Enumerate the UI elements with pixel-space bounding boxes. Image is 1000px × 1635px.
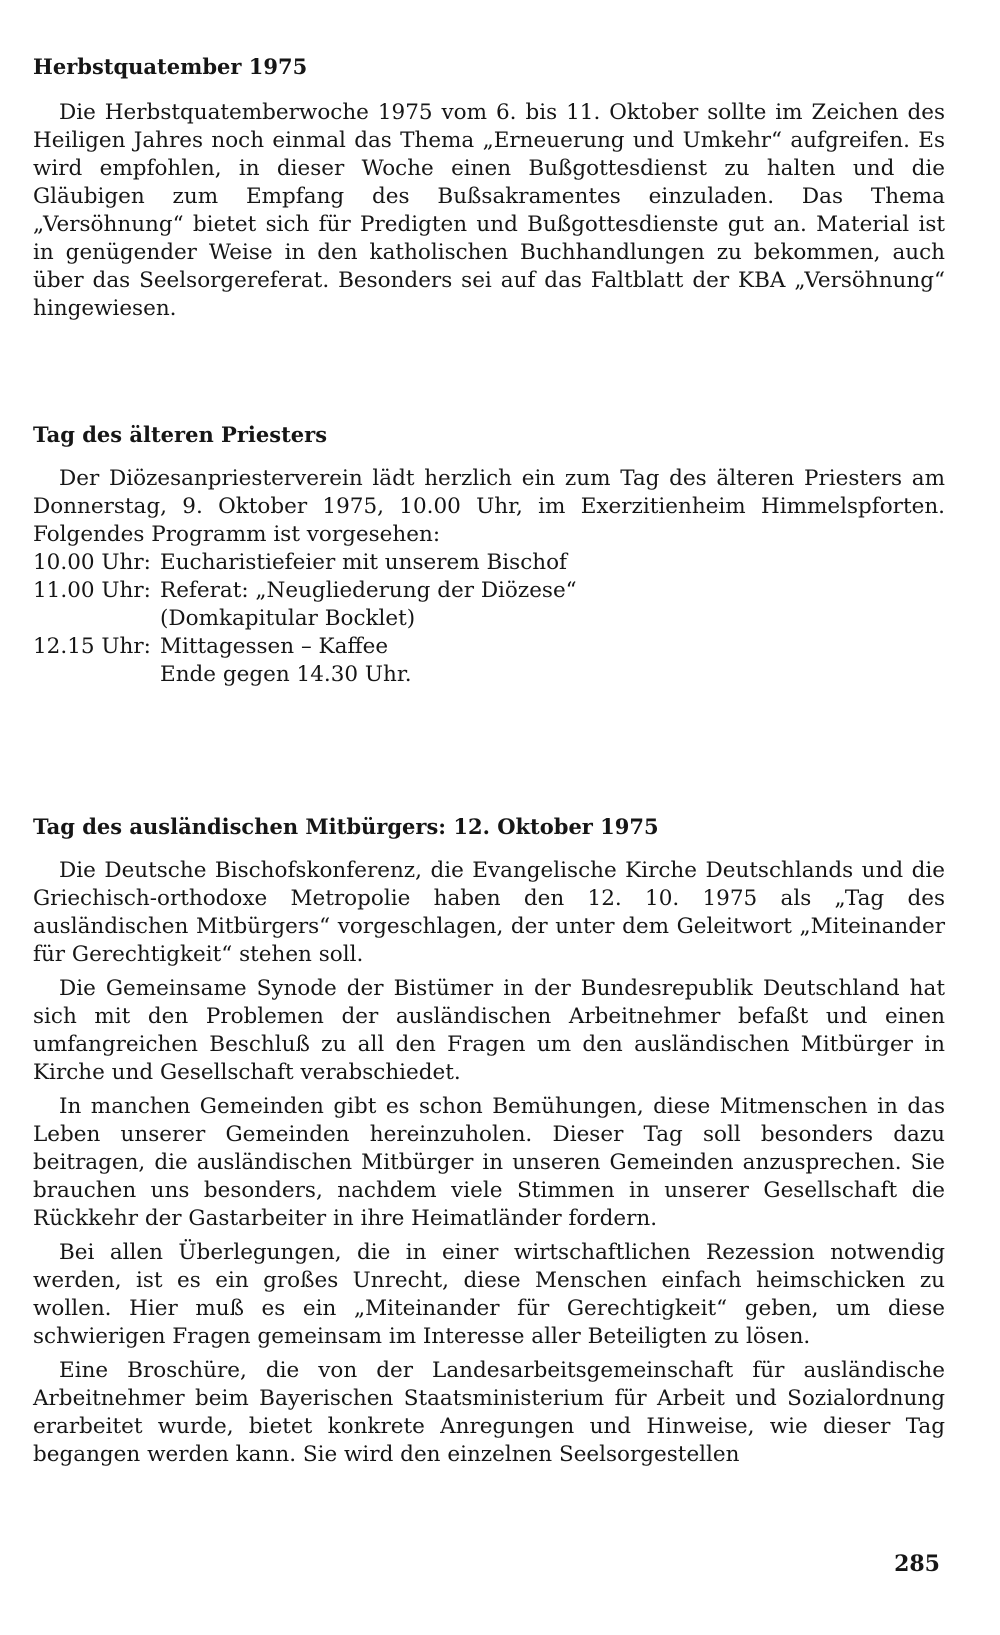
schedule-row <box>33 661 945 689</box>
program-schedule <box>33 549 945 689</box>
schedule-row <box>33 577 945 605</box>
schedule-time: 10.00 Uhr: <box>33 550 151 575</box>
schedule-item: Eucharistiefeier mit unserem Bischof <box>160 550 567 575</box>
section-paragraph: Eine Broschüre, die von der Landesarbeitsgemeinschaft für ausländische Arbeitnehmer beim Bayerischen Staatsministerium für Arbeit und Sozialordnung erarbeitet wurde, bietet konkrete Anregungen und Hinweise, wie dieser Tag begangen werden kann. Sie wird den einzelnen Seelsorgestellen <box>33 1358 945 1467</box>
section-heading: Herbstquatember 1975 <box>33 54 308 79</box>
section-paragraph: Die Deutsche Bischofskonferenz, die Evangelische Kirche Deutschlands und die Griechisch-orthodoxe Metropolie haben den 12. 10. 1975 als „Tag des ausländischen Mitbürgers“ vorgeschlagen, der unter dem Geleitwort „Miteinander für Gerechtigkeit“ stehen soll. <box>33 858 945 967</box>
schedule-row <box>33 549 945 577</box>
section-tag-auslaendischen-mitbuergers <box>33 814 945 1469</box>
section-heading: Tag des älteren Priesters <box>33 422 328 447</box>
section-paragraph: Die Herbstquatemberwoche 1975 vom 6. bis 11. Oktober sollte im Zeichen des Heiligen Jahres noch einmal das Thema „Erneuerung und Umkehr“ aufgreifen. Es wird empfohlen, in dieser Woche einen Bußgottesdienst zu halten und die Gläubigen zum Empfang des Bußsakramentes einzuladen. Das Thema „Versöhnung“ bietet sich für Predigten und Bußgottesdienste gut an. Material ist in genügender Weise in den katholischen Buchhandlungen zu bekommen, auch über das Seelsorgereferat. Besonders sei auf das Faltblatt der KBA „Versöhnung“ hingewiesen. <box>33 100 945 321</box>
schedule-item: Mittagessen – Kaffee <box>160 634 389 659</box>
schedule-time <box>33 661 160 689</box>
page-number: 285 <box>894 1551 940 1577</box>
section-heading: Tag des ausländischen Mitbürgers: 12. Oktober 1975 <box>33 814 659 839</box>
section-tag-aelteren-priesters <box>33 422 945 689</box>
schedule-row <box>33 605 945 633</box>
section-herbstquatember <box>33 54 945 323</box>
schedule-time: 11.00 Uhr: <box>33 578 151 603</box>
section-paragraph: Bei allen Überlegungen, die in einer wirtschaftlichen Rezession notwendig werden, ist es ein großes Unrecht, diese Menschen einfach heimschicken zu wollen. Hier muß es ein „Miteinander für Gerechtigkeit“ geben, um diese schwierigen Fragen gemeinsam im Interesse aller Beteiligten zu lösen. <box>33 1240 945 1349</box>
section-paragraph: In manchen Gemeinden gibt es schon Bemühungen, diese Mitmenschen in das Leben unserer Gemeinden hereinzuholen. Dieser Tag soll besonders dazu beitragen, die ausländischen Mitbürger in unseren Gemeinden anzusprechen. Sie brauchen uns besonders, nachdem viele Stimmen in unserer Gesellschaft die Rückkehr der Gastarbeiter in ihre Heimatländer fordern. <box>33 1094 945 1231</box>
section-paragraph: Die Gemeinsame Synode der Bistümer in der Bundesrepublik Deutschland hat sich mit den Problemen der ausländischen Arbeitnehmer befaßt und einen umfangreichen Beschluß zu all den Fragen um den ausländischen Mitbürger in Kirche und Gesellschaft verabschiedet. <box>33 976 945 1085</box>
schedule-item: Ende gegen 14.30 Uhr. <box>160 662 412 687</box>
schedule-item: (Domkapitular Bocklet) <box>160 606 416 631</box>
section-paragraph: Der Diözesanpriesterverein lädt herzlich ein zum Tag des älteren Priesters am Donnerstag, 9. Oktober 1975, 10.00 Uhr, im Exerzitienheim Himmelspforten. Folgendes Programm ist vorgesehen: <box>33 466 945 547</box>
schedule-time <box>33 605 160 633</box>
schedule-row <box>33 633 945 661</box>
schedule-item: Referat: „Neugliederung der Diözese“ <box>160 578 577 603</box>
schedule-time: 12.15 Uhr: <box>33 634 151 659</box>
